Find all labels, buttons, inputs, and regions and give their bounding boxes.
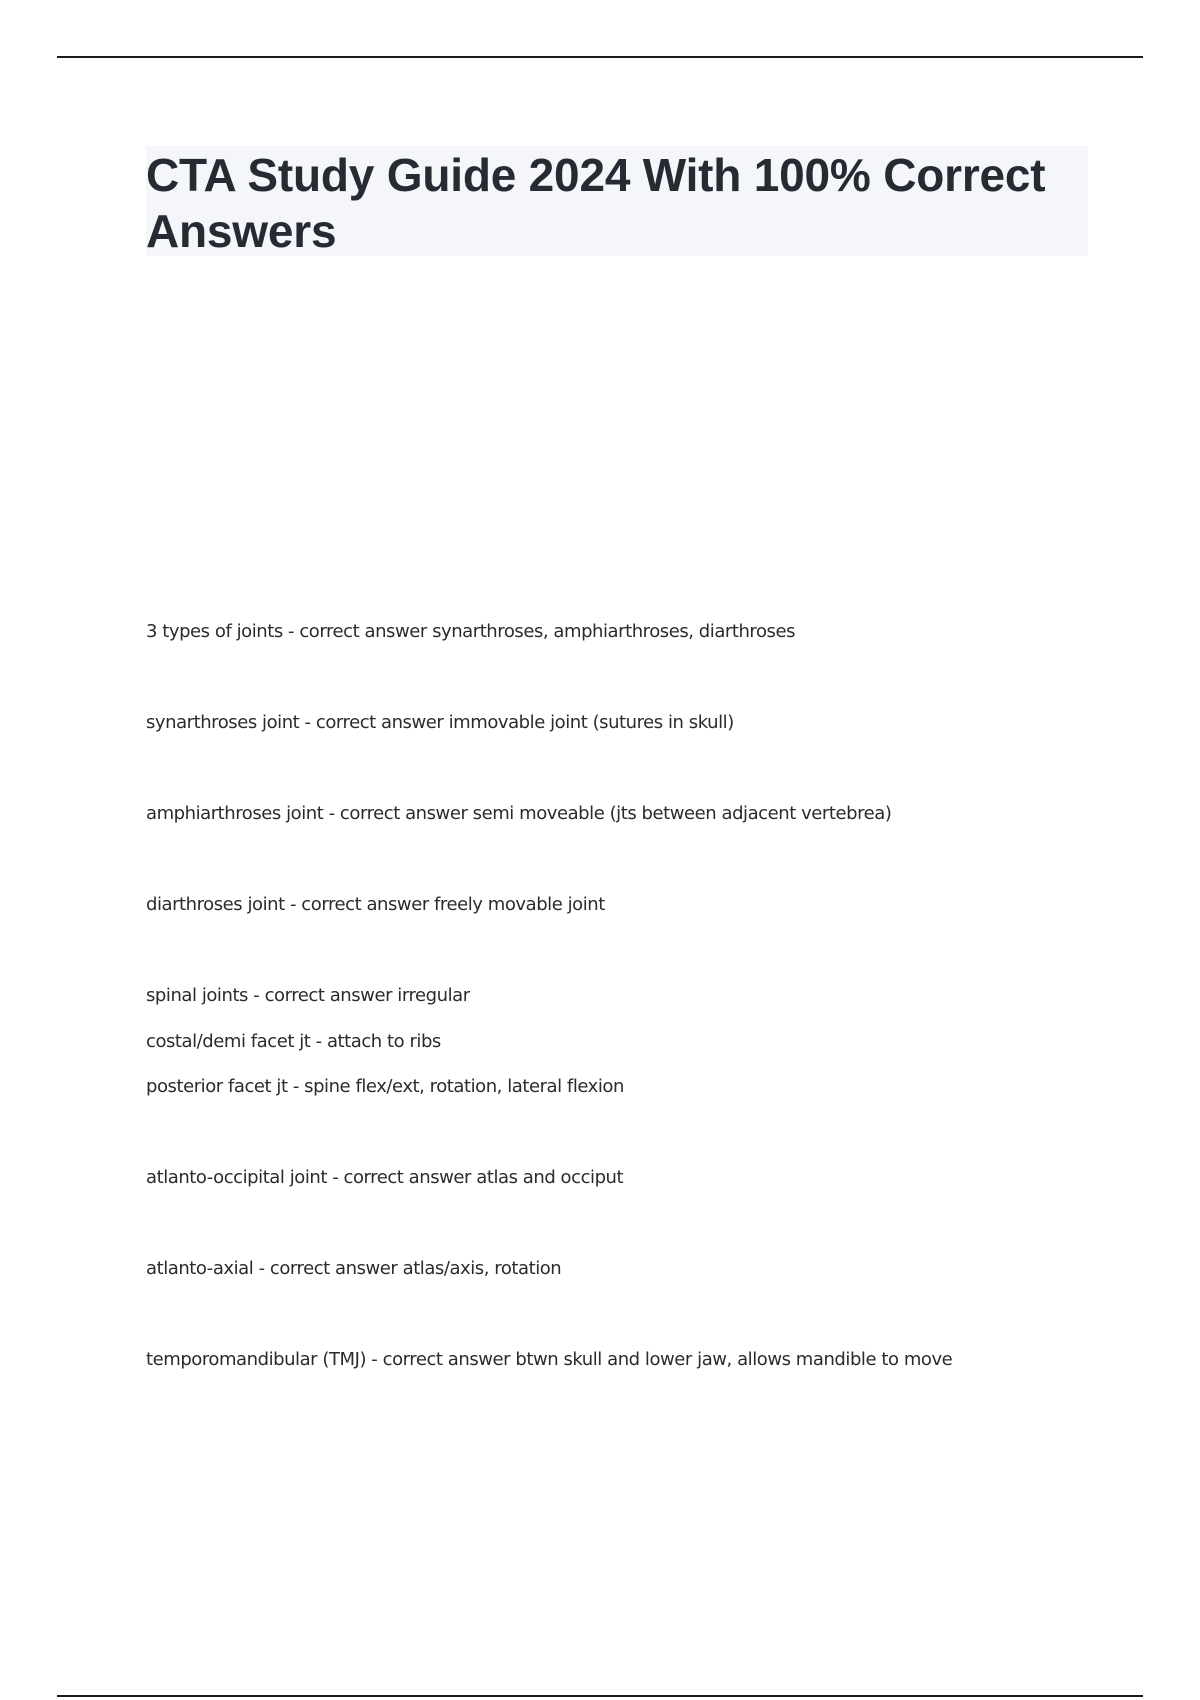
qa-item: amphiarthroses joint - correct answer semi moveable (jts between adjacent vertebrea): [146, 803, 892, 824]
qa-item: 3 types of joints - correct answer synarthroses, amphiarthroses, diarthroses: [146, 621, 796, 642]
page-title: CTA Study Guide 2024 With 100% Correct Answers: [146, 149, 1046, 257]
qa-item: spinal joints - correct answer irregular: [146, 985, 470, 1006]
top-rule: [57, 56, 1143, 58]
qa-item: diarthroses joint - correct answer freely movable joint: [146, 894, 605, 915]
title-block: [146, 146, 1088, 256]
qa-item: synarthroses joint - correct answer immovable joint (sutures in skull): [146, 712, 734, 733]
qa-item: costal/demi facet jt - attach to ribs: [146, 1031, 441, 1052]
qa-item: atlanto-axial - correct answer atlas/axis, rotation: [146, 1258, 562, 1279]
qa-item: temporomandibular (TMJ) - correct answer btwn skull and lower jaw, allows mandible to move: [146, 1349, 953, 1370]
qa-item: posterior facet jt - spine flex/ext, rotation, lateral flexion: [146, 1076, 624, 1097]
qa-item: atlanto-occipital joint - correct answer atlas and occiput: [146, 1167, 624, 1188]
bottom-rule: [57, 1695, 1143, 1697]
